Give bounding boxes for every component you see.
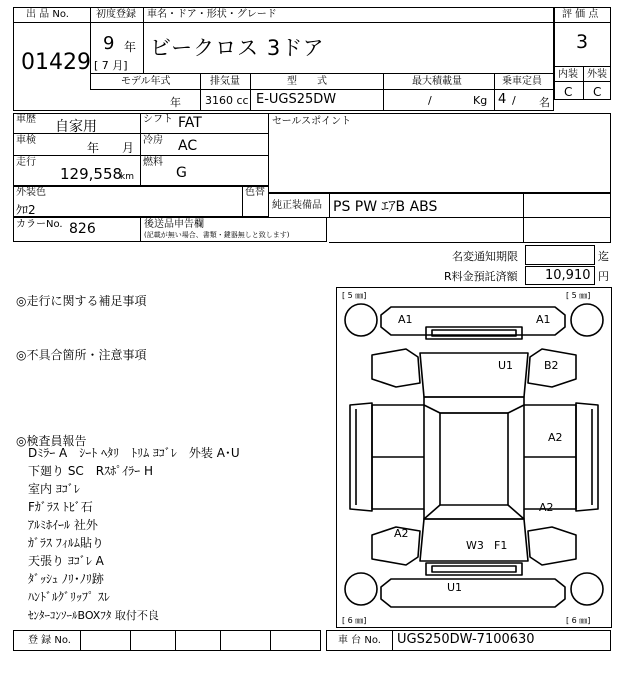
inspection-label: 車検: [16, 135, 36, 146]
name-change-unit: 迄: [598, 250, 609, 263]
inspector-report-line: Dﾐﾗｰ A ｼｰﾄ ﾍﾀﾘ ﾄﾘﾑ ﾖｺﾞﾚ 外装 A･U: [28, 446, 240, 460]
capacity-label: 乗車定員: [502, 76, 542, 87]
first-reg-month: [ 7 月]: [94, 59, 128, 72]
mark-a2-right-upper: A2: [548, 431, 563, 444]
year-unit: 年: [124, 40, 137, 54]
mark-a2-right-lower: A2: [539, 501, 554, 514]
inspector-report-line: ﾊﾝﾄﾞﾙｸﾞﾘｯﾌﾟ ｽﾚ: [28, 590, 110, 604]
fuel-label: 燃料: [143, 157, 163, 168]
exterior-label: 外装: [587, 69, 607, 80]
driving-notes-heading: ◎走行に関する補足事項: [16, 294, 147, 308]
tyre-front-left-label: [ 5 ㎜]: [342, 291, 367, 300]
aftermarket-label: 後送品申告欄: [144, 219, 204, 230]
inspection-month: 月: [122, 141, 135, 155]
type-label: 型 式: [287, 76, 327, 87]
interior-label: 内装: [558, 69, 578, 80]
history-value: 自家用: [55, 119, 97, 135]
displacement-value: 3160 cc: [205, 94, 249, 107]
capacity-unit: 名: [539, 96, 550, 109]
name-change-label: 名変通知期限: [452, 250, 518, 263]
history-label: 車歴: [16, 114, 36, 125]
max-load-label: 最大積載量: [412, 76, 462, 87]
mark-f1: F1: [494, 539, 508, 552]
capacity-value: 4: [498, 92, 507, 107]
inspector-report-line: ｶﾞﾗｽ ﾌｨﾙﾑ貼り: [28, 536, 104, 550]
grade-value: 3: [576, 31, 589, 53]
color-change-label: 色替: [245, 187, 265, 198]
aircon-label: 冷房: [143, 135, 163, 146]
tyre-rear-right-label: [ 6 ㎜]: [566, 616, 591, 625]
shift-value: FAT: [178, 115, 202, 131]
capacity-separator: /: [512, 94, 516, 107]
type-value: E-UGS25DW: [256, 92, 337, 107]
name-change-box: [525, 245, 595, 265]
tyre-front-right-label: [ 5 ㎜]: [566, 291, 591, 300]
max-load-unit: Kg: [473, 94, 488, 107]
mark-u1-top: U1: [498, 359, 514, 372]
lot-number: 01429: [21, 50, 91, 75]
first-reg-label: 初度登録: [96, 9, 136, 20]
color-number-label: カラーNo.: [16, 219, 63, 230]
mark-w3: W3: [466, 539, 484, 552]
equipment-label: 純正装備品: [272, 200, 322, 211]
mileage-value: 129,558: [60, 165, 123, 183]
model-year-unit: 年: [170, 96, 181, 109]
displacement-label: 排気量: [210, 76, 240, 87]
first-reg-year: 9: [103, 33, 115, 54]
color-value: ｸﾛ2: [16, 203, 36, 217]
recycle-value: 10,910: [545, 268, 591, 283]
aircon-value: AC: [178, 138, 198, 154]
chassis-number-label: 車 台 No.: [338, 635, 381, 646]
recycle-unit: 円: [598, 270, 609, 283]
aftermarket-note: (記載が無い場合、書類・鍵器無しと致します): [144, 231, 290, 239]
max-load-separator: /: [428, 94, 432, 107]
equipment-value: PS PW ｴｱB ABS: [333, 199, 438, 215]
exterior-grade: C: [593, 85, 602, 99]
fuel-value: G: [176, 165, 187, 181]
shift-label: シフト: [143, 114, 173, 125]
details-block: [13, 113, 269, 186]
mark-a1-left: A1: [398, 313, 413, 326]
mark-a1-right: A1: [536, 313, 551, 326]
inspector-report-line: ﾀﾞｯｼｭ ﾉﾘ･ﾉﾘ跡: [28, 572, 104, 586]
mark-u1-bottom: U1: [447, 581, 463, 594]
chassis-number-value: UGS250DW-7100630: [397, 632, 535, 647]
inspector-report-line: Fｶﾞﾗｽ ﾄﾋﾞ石: [28, 500, 93, 514]
car-name-label: 車名・ドア・形状・グレード: [147, 9, 277, 20]
mark-a2-left: A2: [394, 527, 409, 540]
defects-heading: ◎不具合箇所・注意事項: [16, 348, 147, 362]
inspector-report-line: 天張り ﾖｺﾞﾚ A: [28, 554, 104, 568]
inspector-report-line: 下廻り SC Rｽﾎﾟｲﾗｰ H: [28, 464, 153, 478]
lot-label: 出 品 No.: [26, 9, 69, 20]
inspector-report-line: ｱﾙﾐﾎｲｰﾙ 社外: [28, 518, 98, 532]
recycle-label: R料金預託済額: [444, 270, 518, 283]
inspector-heading: ◎検査員報告: [16, 434, 87, 448]
mileage-unit: km: [120, 172, 134, 182]
inspector-report-line: 室内 ﾖｺﾞﾚ: [28, 482, 80, 496]
sales-point-label: セールスポイント: [272, 116, 352, 127]
color-block: [13, 186, 269, 217]
car-condition-diagram: [336, 287, 612, 628]
grade-label: 評 価 点: [562, 9, 599, 20]
mileage-label: 走行: [16, 157, 36, 168]
inspector-report-line: ｾﾝﾀｰｺﾝｿｰﾙBOXﾌﾀ 取付不良: [28, 609, 159, 622]
color-number-value: 826: [69, 221, 96, 237]
color-label: 外装色: [16, 187, 46, 198]
car-name: ビークロス 3ドア: [150, 36, 325, 60]
registration-number-label: 登 録 No.: [28, 635, 71, 646]
tyre-rear-left-label: [ 6 ㎜]: [342, 616, 367, 625]
interior-grade: C: [564, 85, 573, 99]
inspection-year: 年: [87, 141, 100, 155]
model-year-label: モデル年式: [121, 76, 171, 87]
mark-b2: B2: [544, 359, 559, 372]
